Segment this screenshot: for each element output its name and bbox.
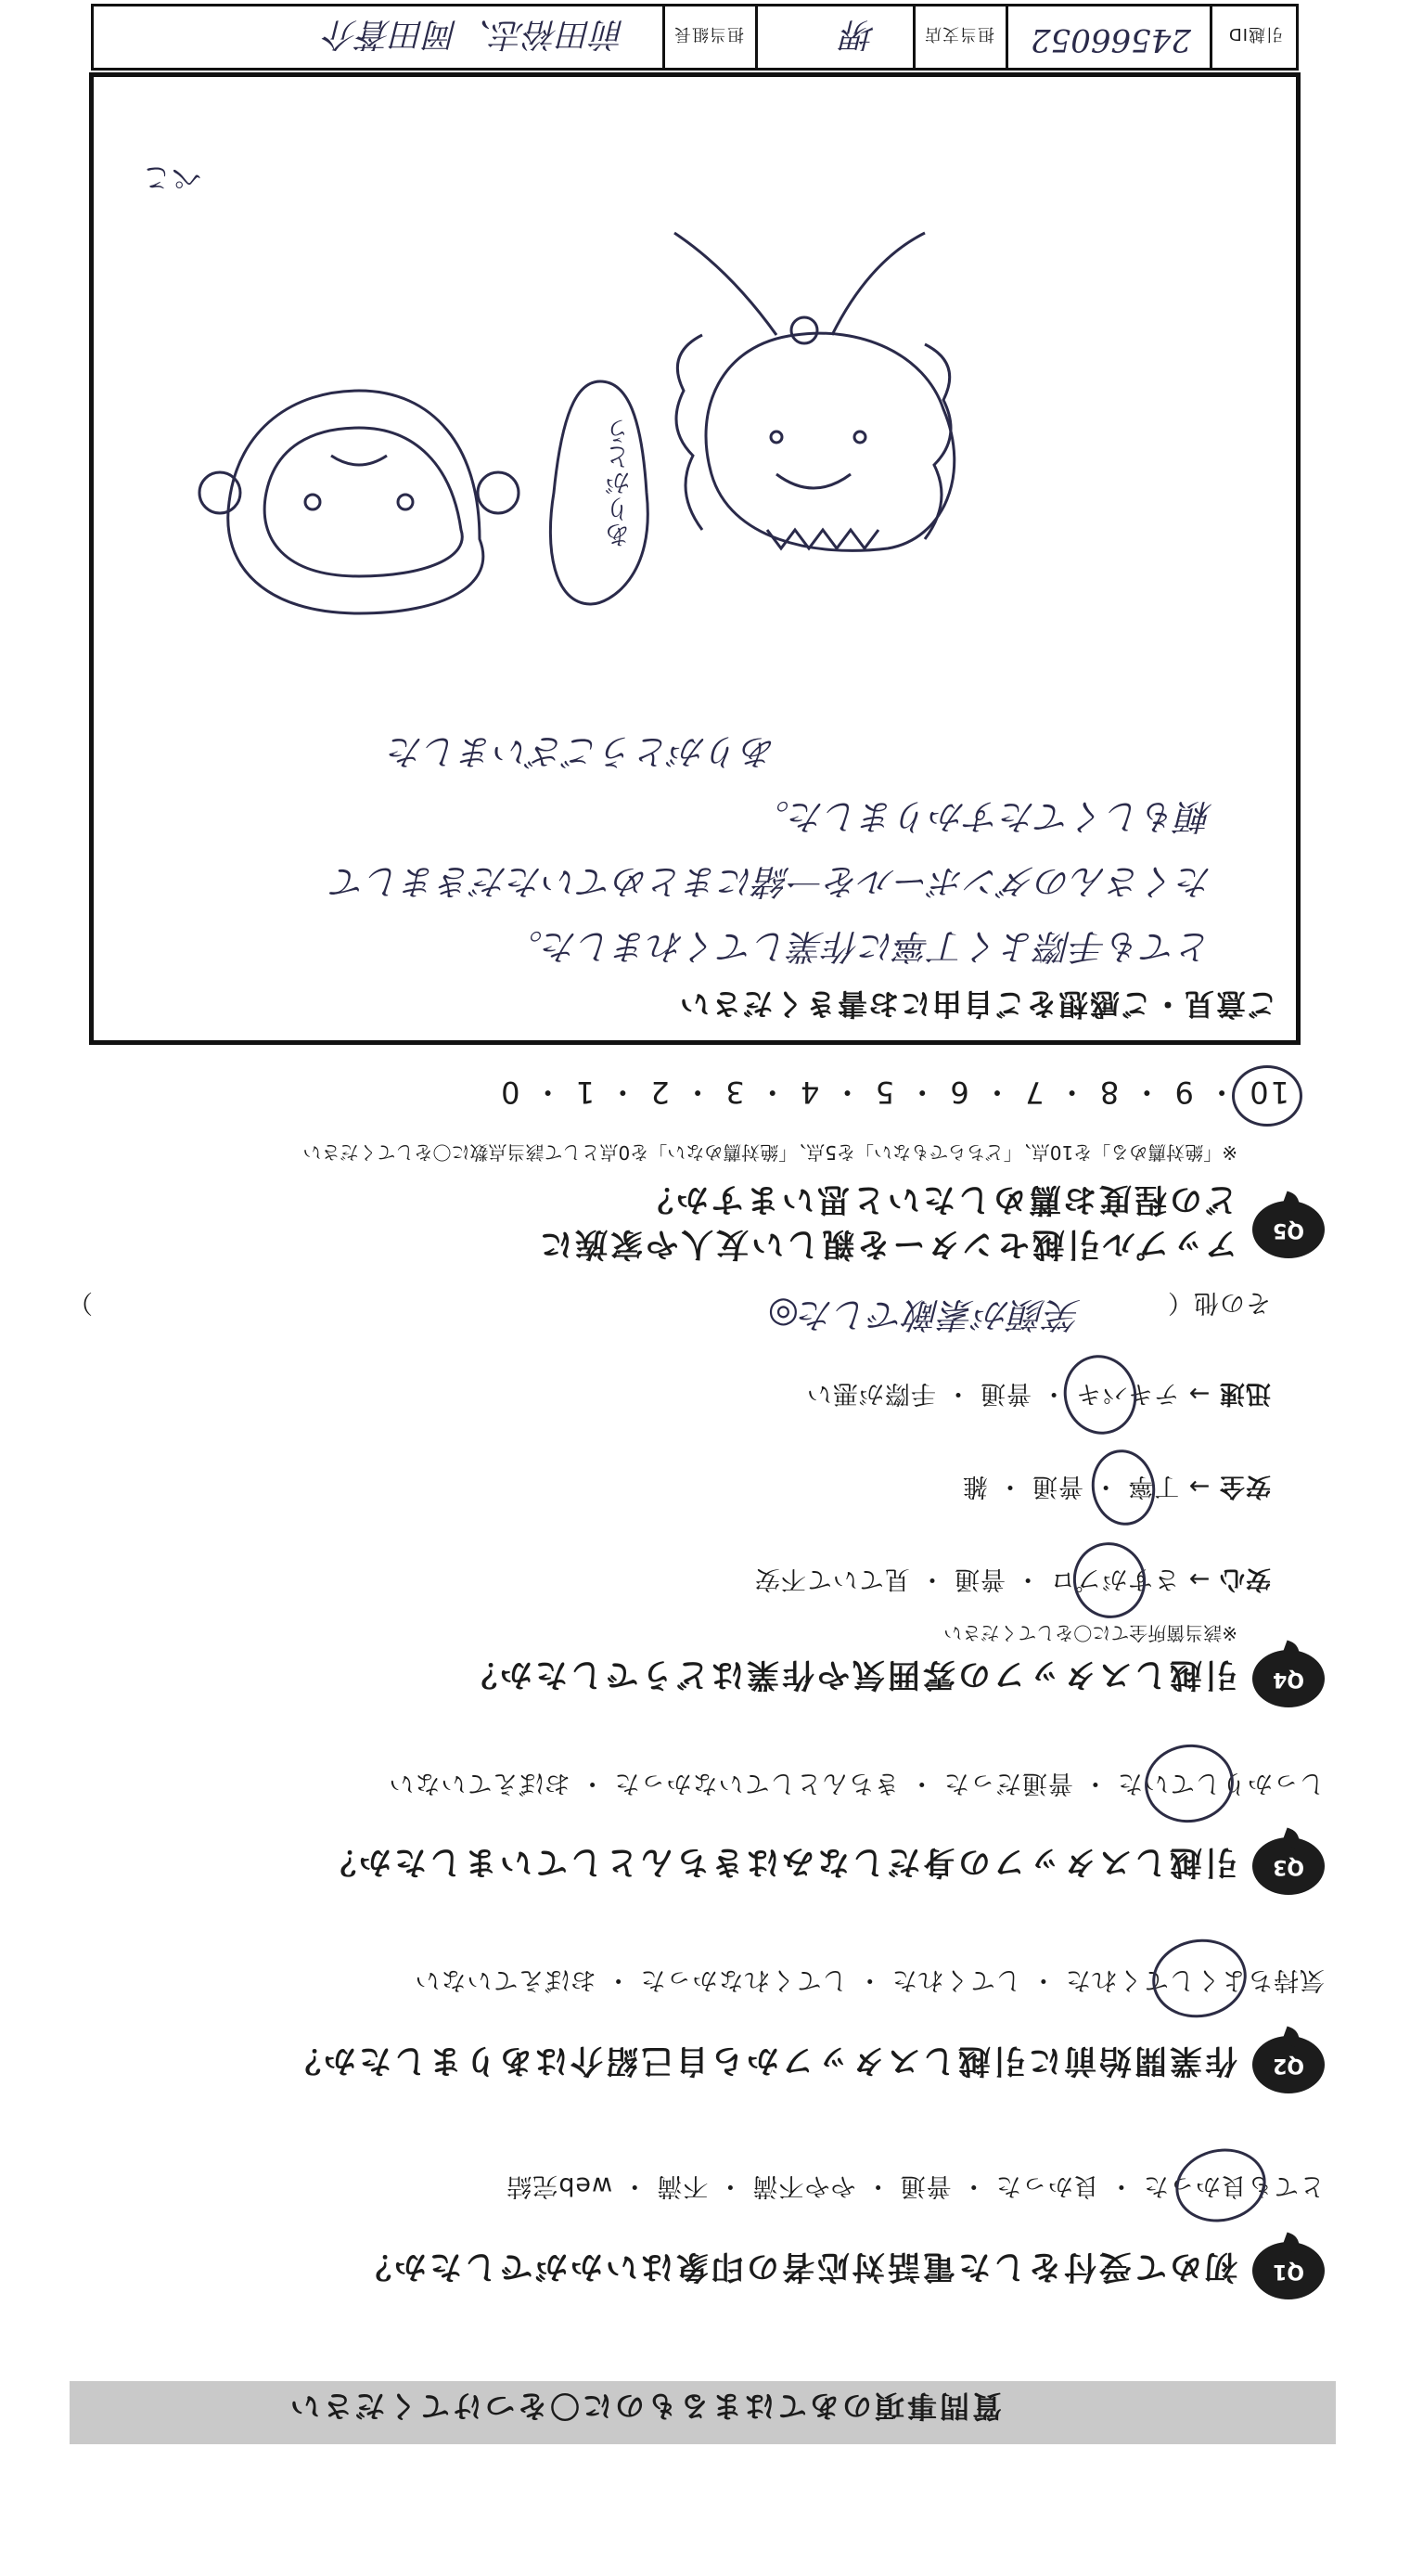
girl-face-sketch [674,233,955,550]
q2-options: 気持ちよくしてくれた ・ してくれた ・ してくれなかった ・ おぼえていない [414,1965,1325,1994]
branch-label: 担当支店 [924,24,994,44]
q4-option[interactable]: 手際が悪い [805,1379,936,1408]
id-value: 24566052 [1030,21,1191,58]
drawing-note: ぺこ [141,161,201,196]
q4-other-close: ） [67,1288,93,1317]
q5-score[interactable]: 0 [499,1075,520,1110]
q4-answer-circle [1065,1534,1155,1626]
branch-value-cell [755,6,916,68]
instruction-text: 質問事項のあてはまるものに〇をつけてください [287,2389,1002,2424]
q5-question-line1: アップル引越センターを親しい友人や家族に [537,1225,1237,1262]
branch-label-cell [913,6,1008,68]
q3-question: 引越しスタッフの身だしなみはきちんとしていましたか？ [320,1843,1237,1880]
q5-question-line2: どの程度お薦めしたいと思いますか？ [637,1180,1237,1217]
q3-option[interactable]: おぼえていない [388,1769,570,1797]
q2-badge: Q2 [1252,2036,1325,2093]
q4-option[interactable]: テキパキ [1075,1379,1180,1408]
staff-label-cell [662,6,758,68]
q1-option[interactable]: とても良かった [1143,2171,1325,2200]
q4-row-anshin: 安心 → さすがプロ ・ 普通 ・ 見ていて不安 [753,1565,1271,1593]
q5-score[interactable]: 3 [724,1075,745,1110]
q4-row-label: 迅速 [1219,1379,1271,1408]
id-table [91,4,1299,71]
speech-bubble-text: ありがとう [603,419,634,548]
q4-row-label: 安心 [1219,1565,1271,1593]
staff-value-cell [96,6,665,68]
q2-option[interactable]: してくれなかった [639,1965,848,1994]
q4-option[interactable]: 雑 [961,1472,988,1501]
q4-option[interactable]: 見ていて不安 [753,1565,910,1593]
id-label: 引越ID [1227,24,1283,44]
q2-option[interactable]: 気持ちよくしてくれた [1065,1965,1325,1994]
q3-badge: Q3 [1252,1837,1325,1895]
q5-score[interactable]: 9 [1173,1075,1194,1110]
q4-option[interactable]: 普通 [980,1379,1032,1408]
q4-other-handwritten: 笑顔が素敵でした◎ [767,1294,1081,1335]
q1-answer-circle [1169,2141,1273,2231]
comment-line: ありがとうございました [388,731,776,772]
q4-note: ※該当箇所全てに〇をしてください [943,1622,1237,1644]
q1-option[interactable]: 不満 [656,2171,709,2200]
q4-other-label: その他（ [1167,1288,1271,1317]
q4-row-jinsoku: 迅速 → テキパキ ・ 普通 ・ 手際が悪い [805,1379,1271,1408]
staff-value: 前田裕志、岡田蒼介 [324,15,625,53]
q4-question: 引越しスタッフの雰囲気や作業はどうでしたか？ [461,1655,1237,1693]
staff-label: 担当組長 [673,24,744,44]
q1-badge: Q1 [1252,2242,1325,2299]
q2-option[interactable]: してくれた [891,1965,1021,1994]
q5-answer-circle [1232,1065,1302,1127]
q2-answer-circle [1146,1932,1252,2025]
q5-score[interactable]: 10 [1248,1075,1289,1110]
q5-score[interactable]: 7 [1023,1075,1045,1110]
q5-note: ※「絶対薦める」を10点、「どちらでもない」を5点、「絶対薦めない」を0点として該当点数に〇をしてください [302,1141,1237,1164]
q5-score[interactable]: 4 [798,1075,820,1110]
q3-option[interactable]: しっかりしていた [1117,1769,1325,1797]
q3-option[interactable]: きちんとしていなかった [613,1769,900,1797]
q1-option[interactable]: 普通 [899,2171,952,2200]
q5-scale: 10 ・ 9 ・ 8 ・ 7 ・ 6 ・ 5 ・ 4 ・ 3 ・ 2 ・ 1 ・ 0 [499,1075,1289,1110]
comment-line: 頼もしくてたすかりました。 [753,796,1212,837]
q5-score[interactable]: 1 [573,1075,596,1110]
q2-question: 作業開始前に引越しスタッフから自己紹介はありましたか？ [285,2041,1237,2079]
q3-option[interactable]: 普通だった [942,1769,1073,1797]
q5-score[interactable]: 6 [948,1075,969,1110]
comment-box [89,72,1301,1045]
q1-option[interactable]: やや不満 [751,2171,856,2200]
q4-answer-circle [1085,1445,1160,1531]
q4-option[interactable]: 普通 [1032,1472,1084,1501]
q1-option[interactable]: web完結 [506,2171,613,2200]
q5-badge: Q5 [1252,1201,1325,1258]
q4-option[interactable]: 丁寧 [1127,1472,1180,1501]
q3-answer-circle [1140,1739,1239,1829]
q4-option[interactable]: さすがプロ [1049,1565,1180,1593]
id-value-cell [1006,6,1212,68]
q4-row-anzen: 安全 → 丁寧 ・ 普通 ・ 雑 [961,1472,1271,1501]
comment-line: とても手際よく丁寧に作業してくれました。 [506,926,1212,967]
q1-option[interactable]: 良かった [994,2171,1099,2200]
comment-line: たくさんのダンボールを一緒にまとめていただきまして [331,861,1212,902]
q5-score[interactable]: 8 [1097,1075,1120,1110]
q4-badge: Q4 [1252,1650,1325,1707]
instruction-bar [70,2381,1336,2444]
q4-option[interactable]: 普通 [954,1565,1006,1593]
q1-options: とても良かった ・ 良かった ・ 普通 ・ やや不満 ・ 不満 ・ web完結 [506,2171,1325,2200]
comment-title: ご意見・ご感想をご自由にお書きください [677,986,1277,1022]
q5-score[interactable]: 2 [648,1075,670,1110]
q4-row-label: 安全 [1219,1472,1271,1501]
q5-score[interactable]: 5 [873,1075,895,1110]
q3-options: しっかりしていた ・ 普通だった ・ きちんとしていなかった ・ おぼえていない [388,1769,1325,1797]
q2-option[interactable]: おぼえていない [414,1965,596,1994]
q4-answer-circle [1055,1346,1146,1442]
comment-drawing [99,84,1296,688]
q1-question: 初めて受付をした電話対応者の印象はいかがでしたか？ [355,2248,1237,2285]
branch-value: 堺 [841,15,876,53]
boy-face-sketch [199,391,519,613]
